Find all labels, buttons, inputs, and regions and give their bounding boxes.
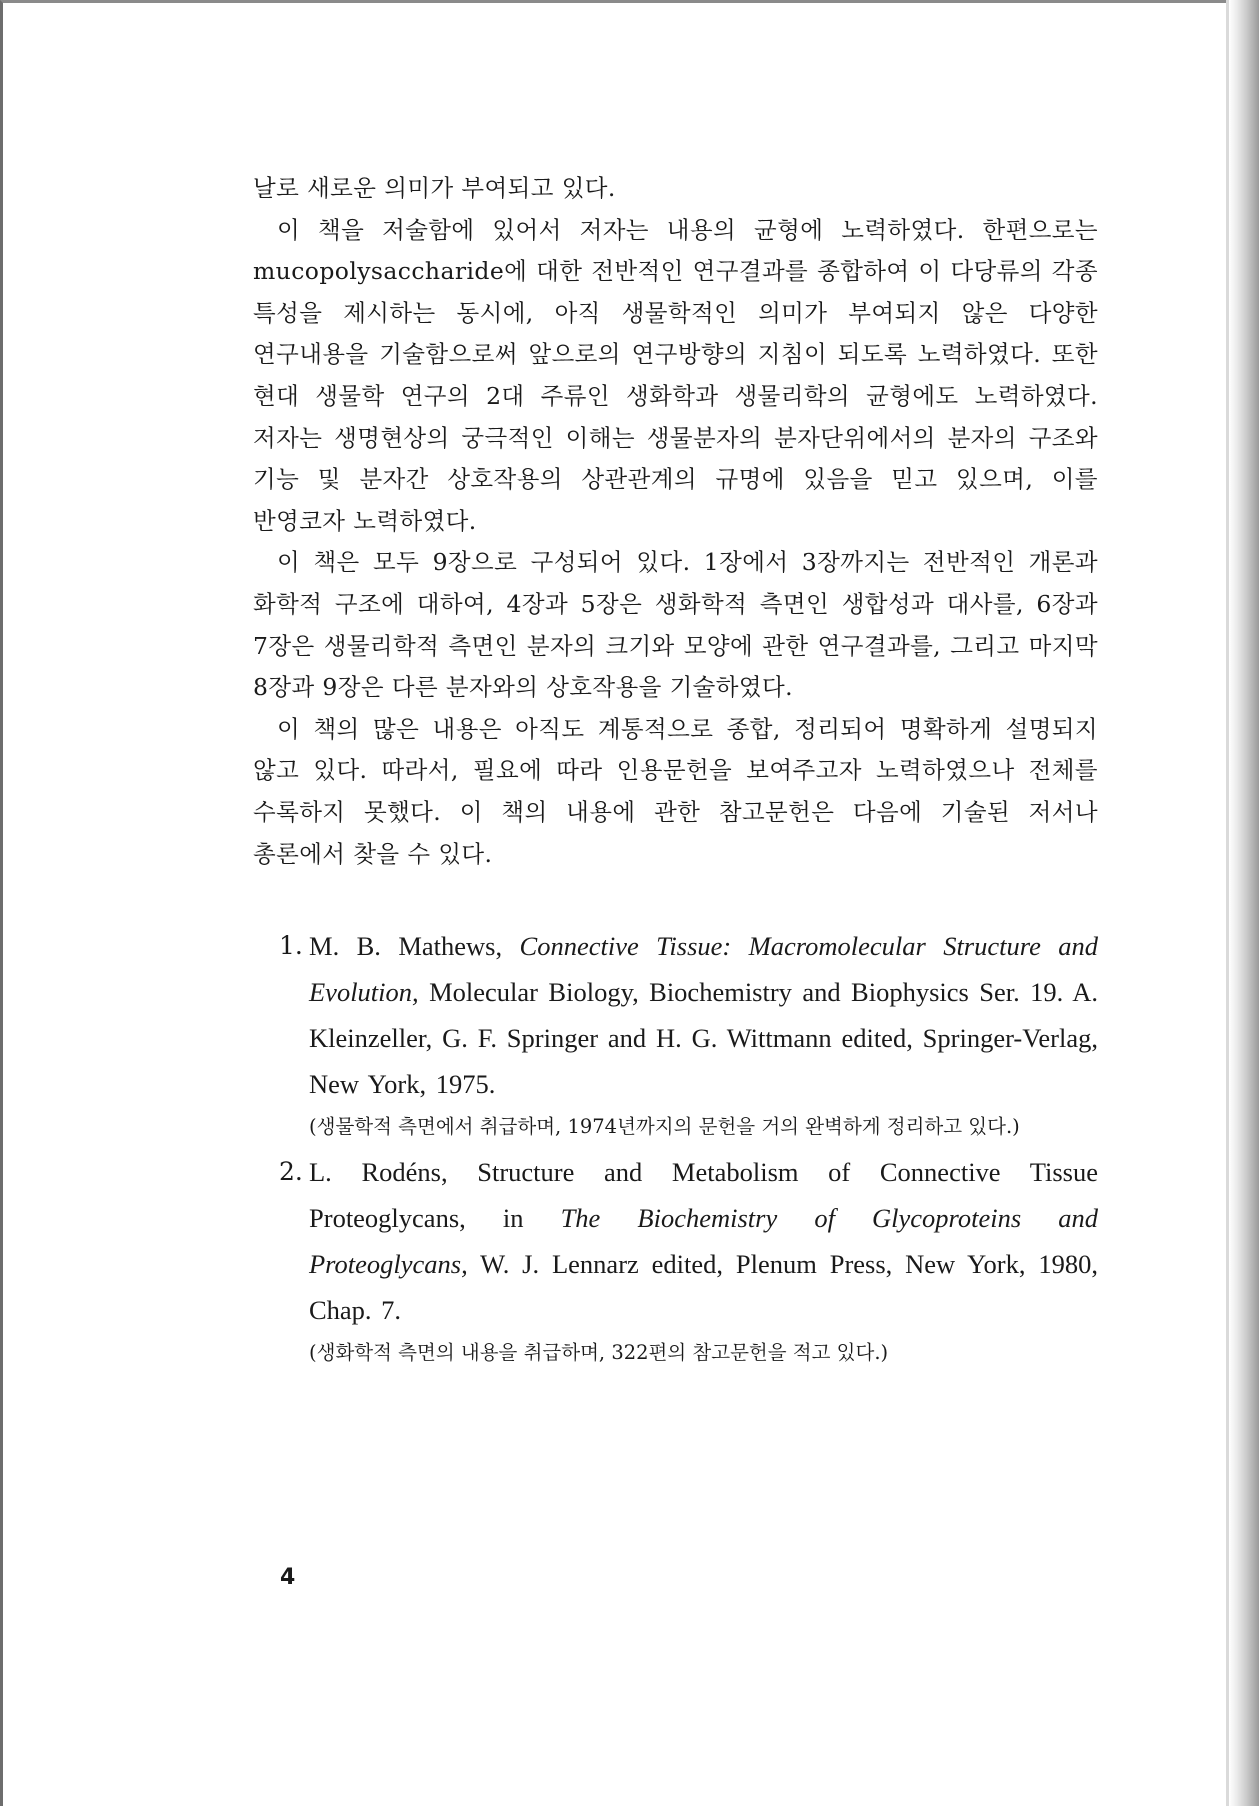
reference-item-2 <box>279 1149 1098 1371</box>
reference-author: M. B. Mathews, <box>309 931 503 962</box>
reference-citation <box>309 1149 1098 1333</box>
reference-citation <box>309 923 1098 1107</box>
paragraph-chapters: 이 책은 모두 9장으로 구성되어 있다. 1장에서 3장까지는 전반적인 개론과 화학적 구조에 대하여, 4장과 5장은 생화학적 측면인 생합성과 대사를, 6장과 7장은 생물리학적 측면인 분자의 크기와 모양에 관한 연구결과를, 그리고 마지막 8장과 9장은 다른 분자와의 상호작용을 기술하였다. <box>253 548 1098 702</box>
reference-item-1 <box>279 923 1098 1145</box>
page-body <box>253 168 1098 1375</box>
paragraph-continuation: 날로 새로운 의미가 부여되고 있다. <box>253 174 616 202</box>
reference-details: W. J. Lennarz edited, Plenum Press, New York, 1980, Chap. 7. <box>309 1249 1098 1326</box>
reference-title: Connective Tissue: Macromolecular Structure and Evolution, <box>309 931 1099 1008</box>
reference-author: L. Rodéns, Structure and Metabolism of Connective Tissue Proteoglycans, in <box>309 1157 1098 1234</box>
reference-number: 2. <box>279 1157 303 1187</box>
reference-list <box>253 923 1098 1371</box>
reference-note: (생화학적 측면의 내용을 취급하며, 322편의 참고문헌을 적고 있다.) <box>309 1341 889 1365</box>
reference-note: (생물학적 측면에서 취급하며, 1974년까지의 문헌을 거의 완벽하게 정리하고 있다.) <box>309 1115 1020 1139</box>
paragraph-references-intro: 이 책의 많은 내용은 아직도 계통적으로 종합, 정리되어 명확하게 설명되지 않고 있다. 따라서, 필요에 따라 인용문헌을 보여주고자 노력하였으나 전체를 수록하지 못했다. 이 책의 내용에 관한 참고문헌은 다음에 기술된 저서나 총론에서 찾을 수 있다. <box>253 714 1098 868</box>
page-edge <box>1229 0 1259 1806</box>
paragraph-balance: 이 책을 저술함에 있어서 저자는 내용의 균형에 노력하였다. 한편으로는 mucopolysaccharide에 대한 전반적인 연구결과를 종합하여 이 다당류의 각종 특성을 제시하는 동시에, 아직 생물학적인 의미가 부여되지 않은 다양한 연구내용을 기술함으로써 앞으로의 연구방향의 지침이 되도록 노력하였다. 또한 현대 생물학 연구의 2대 주류인 생화학과 생물리학의 균형에도 노력하였다. 저자는 생명현상의 궁극적인 이해는 생물분자의 분자단위에서의 분자의 구조와 기능 및 분자간 상호작용의 상관관계의 규명에 있음을 믿고 있으며, 이를 반영코자 노력하였다. <box>253 215 1098 535</box>
reference-title: The Biochemistry of Glycoproteins and Proteoglycans, <box>309 1203 1099 1280</box>
reference-details: Molecular Biology, Biochemistry and Biophysics Ser. 19. A. Kleinzeller, G. F. Springer and H. G. Wittmann edited, Springer-Verlag, New York, 1975. <box>309 977 1098 1100</box>
reference-number: 1. <box>279 931 303 961</box>
page-number: 4 <box>280 1565 296 1590</box>
